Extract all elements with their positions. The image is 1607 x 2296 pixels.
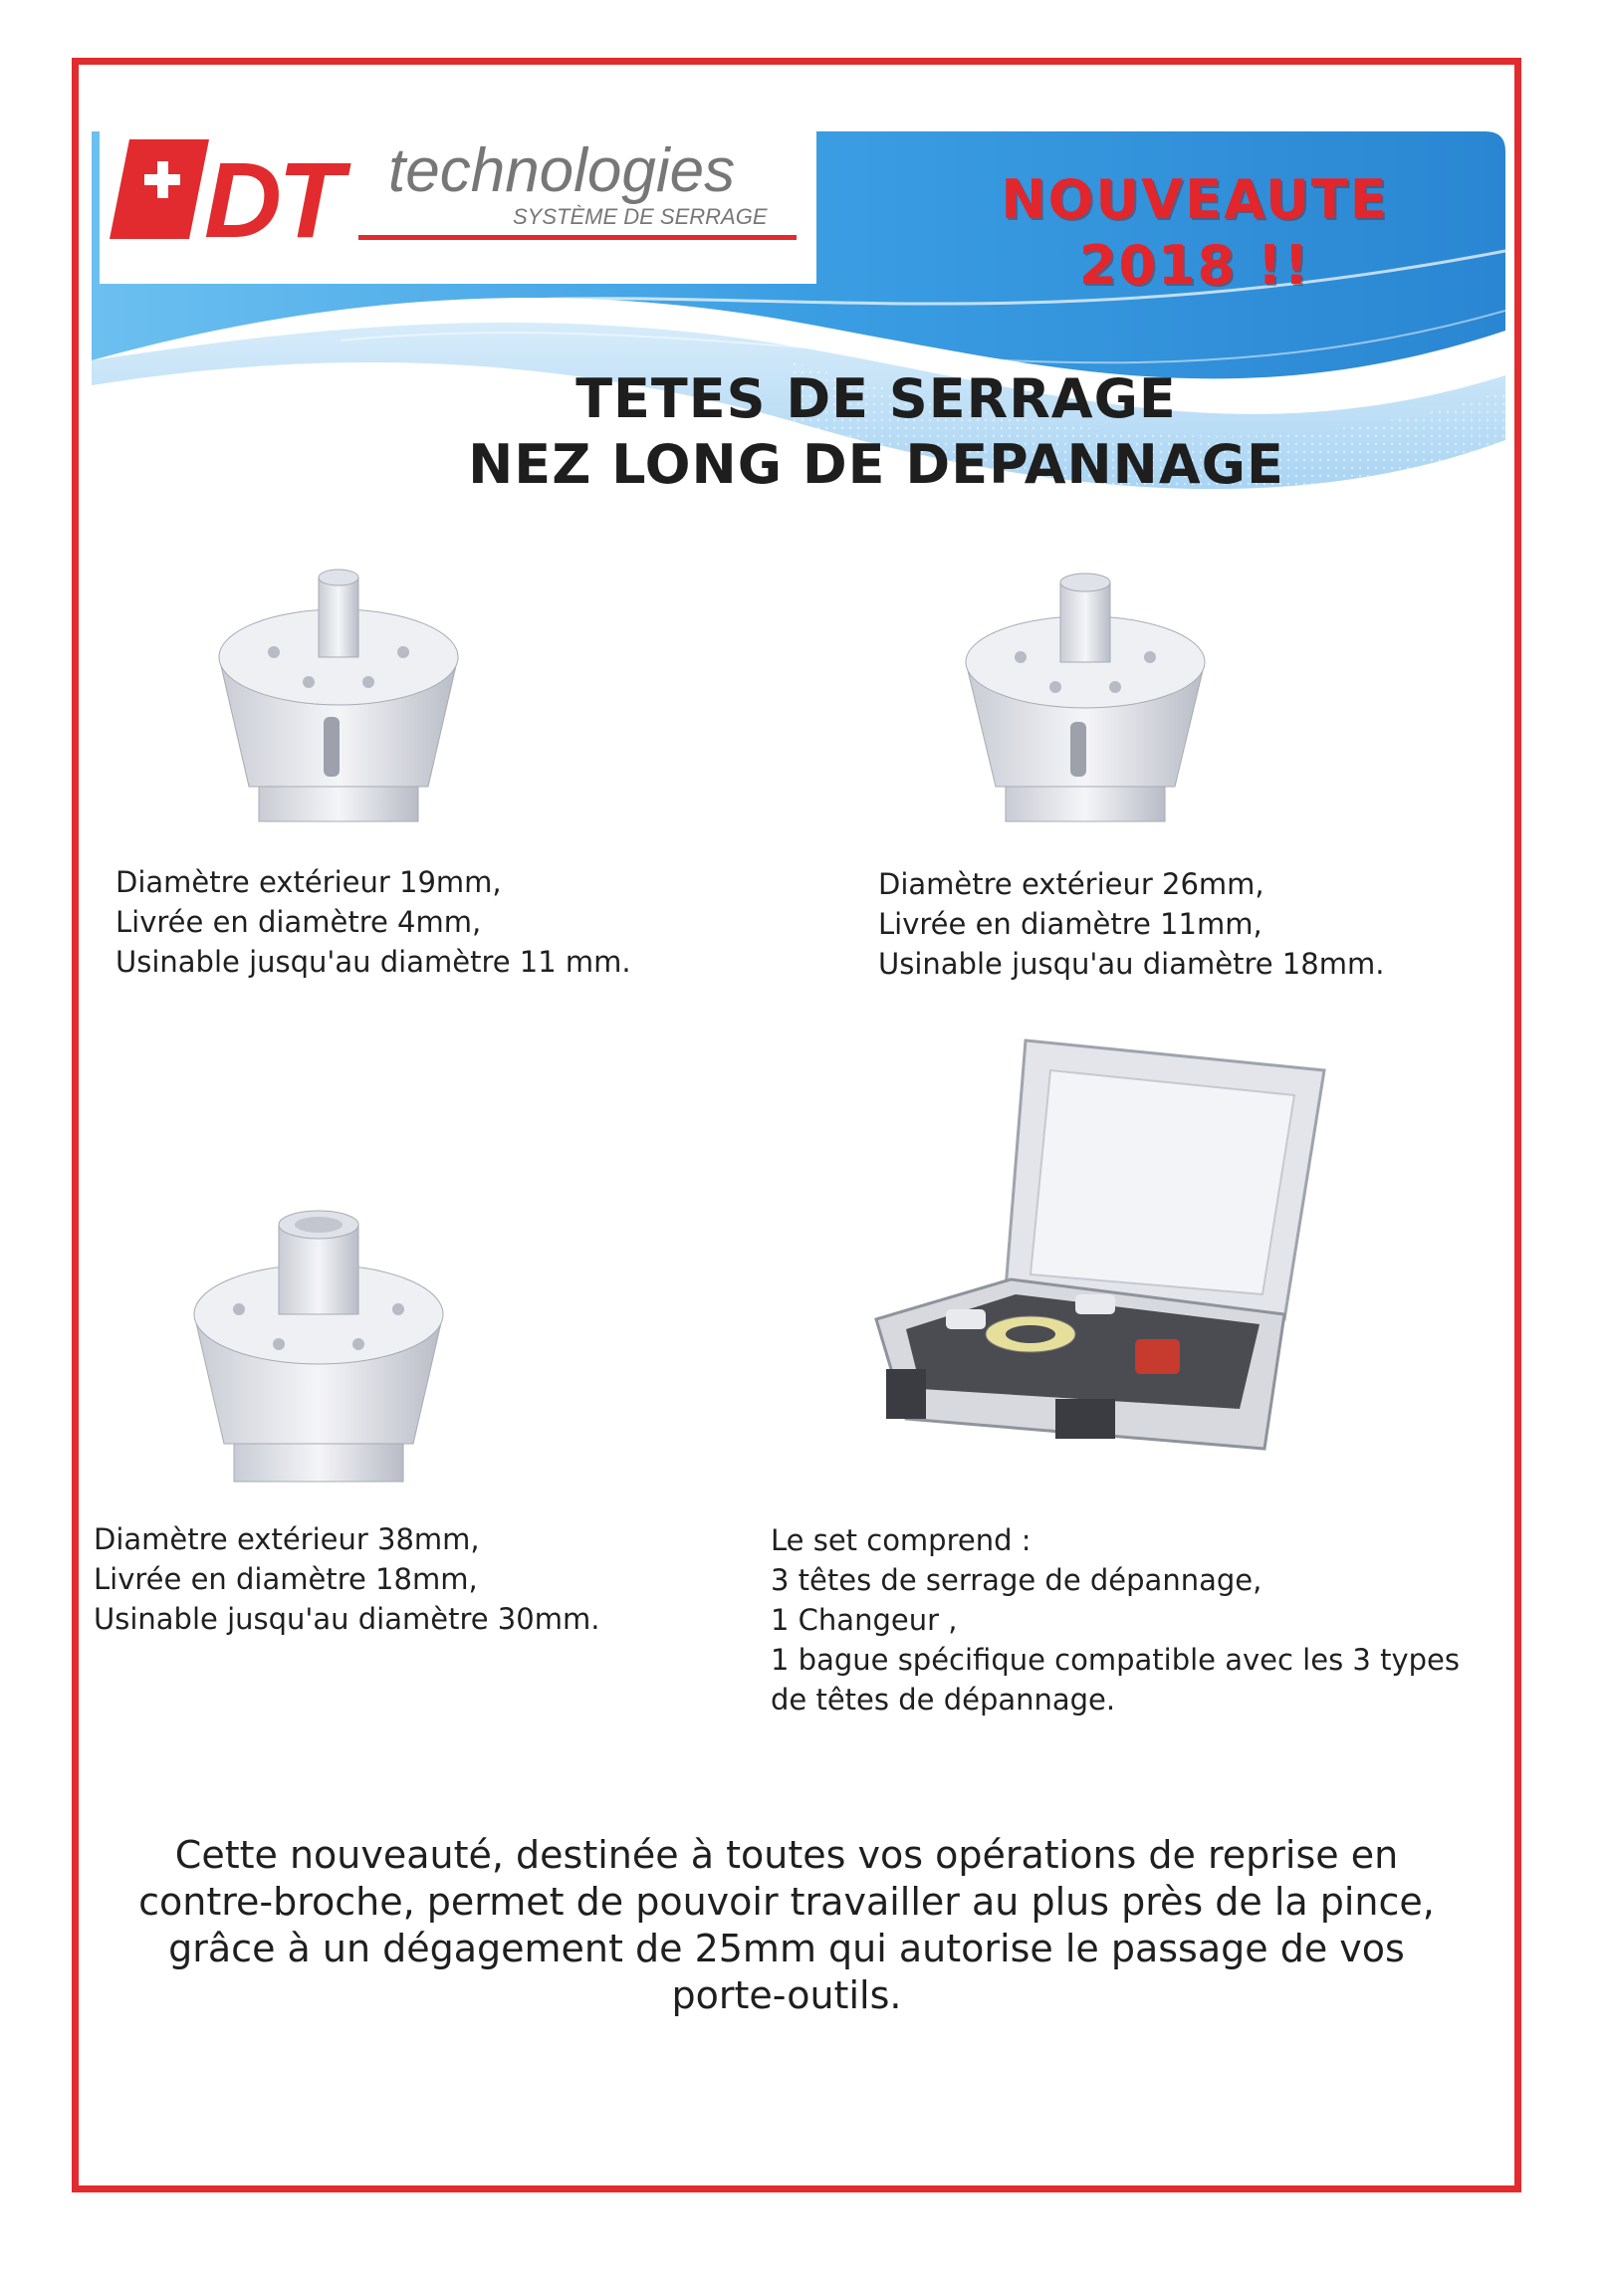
product-1-line-3: Usinable jusqu'au diamètre 11 mm. bbox=[115, 945, 631, 979]
footer-line-4: porte-outils. bbox=[671, 1973, 902, 2017]
product-2-line-2: Livrée en diamètre 11mm, bbox=[878, 907, 1263, 941]
footer-paragraph bbox=[100, 1832, 1474, 2019]
footer-line-1: Cette nouveauté, destinée à toutes vos opérations de reprise en bbox=[174, 1833, 1399, 1877]
carrying-case-set-image bbox=[866, 1031, 1334, 1469]
footer-line-3: grâce à un dégagement de 25mm qui autorise le passage de vos bbox=[168, 1927, 1405, 1970]
set-line-3: 1 Changeur , bbox=[771, 1603, 958, 1637]
set-line-5: de têtes de dépannage. bbox=[771, 1683, 1116, 1717]
new-2018-badge bbox=[916, 167, 1474, 299]
collet-19mm-image bbox=[199, 558, 478, 836]
product-1-description bbox=[115, 862, 631, 982]
page-title bbox=[378, 366, 1374, 498]
set-line-1: Le set comprend : bbox=[771, 1523, 1032, 1557]
product-3-line-3: Usinable jusqu'au diamètre 30mm. bbox=[94, 1602, 600, 1636]
logo-brand: DT bbox=[204, 139, 340, 260]
product-3-line-2: Livrée en diamètre 18mm, bbox=[94, 1562, 478, 1596]
product-3-description bbox=[94, 1519, 599, 1639]
product-2-description bbox=[878, 864, 1384, 984]
set-line-2: 3 têtes de serrage de dépannage, bbox=[771, 1563, 1263, 1597]
logo-tagline: SYSTÈME DE SERRAGE bbox=[513, 204, 768, 229]
title-line-1: TETES DE SERRAGE bbox=[575, 367, 1177, 430]
logo-name: technologies bbox=[388, 136, 736, 205]
badge-line-2: 2018 !! bbox=[1078, 234, 1311, 297]
collet-26mm-image bbox=[946, 568, 1225, 836]
product-1-line-1: Diamètre extérieur 19mm, bbox=[115, 865, 502, 899]
product-2-line-1: Diamètre extérieur 26mm, bbox=[878, 867, 1264, 901]
footer-line-2: contre-broche, permet de pouvoir travailler au plus près de la pince, bbox=[138, 1880, 1435, 1924]
set-line-4: 1 bague spécifique compatible avec les 3 types bbox=[771, 1643, 1460, 1677]
product-1-line-2: Livrée en diamètre 4mm, bbox=[115, 905, 482, 939]
collet-38mm-image bbox=[179, 1205, 458, 1493]
product-2-line-3: Usinable jusqu'au diamètre 18mm. bbox=[878, 947, 1385, 981]
set-contents-description bbox=[771, 1520, 1460, 1720]
product-3-line-1: Diamètre extérieur 38mm, bbox=[94, 1522, 480, 1556]
badge-line-1: NOUVEAUTE bbox=[1001, 168, 1389, 231]
company-logo bbox=[100, 129, 816, 289]
title-line-2: NEZ LONG DE DEPANNAGE bbox=[468, 433, 1284, 496]
